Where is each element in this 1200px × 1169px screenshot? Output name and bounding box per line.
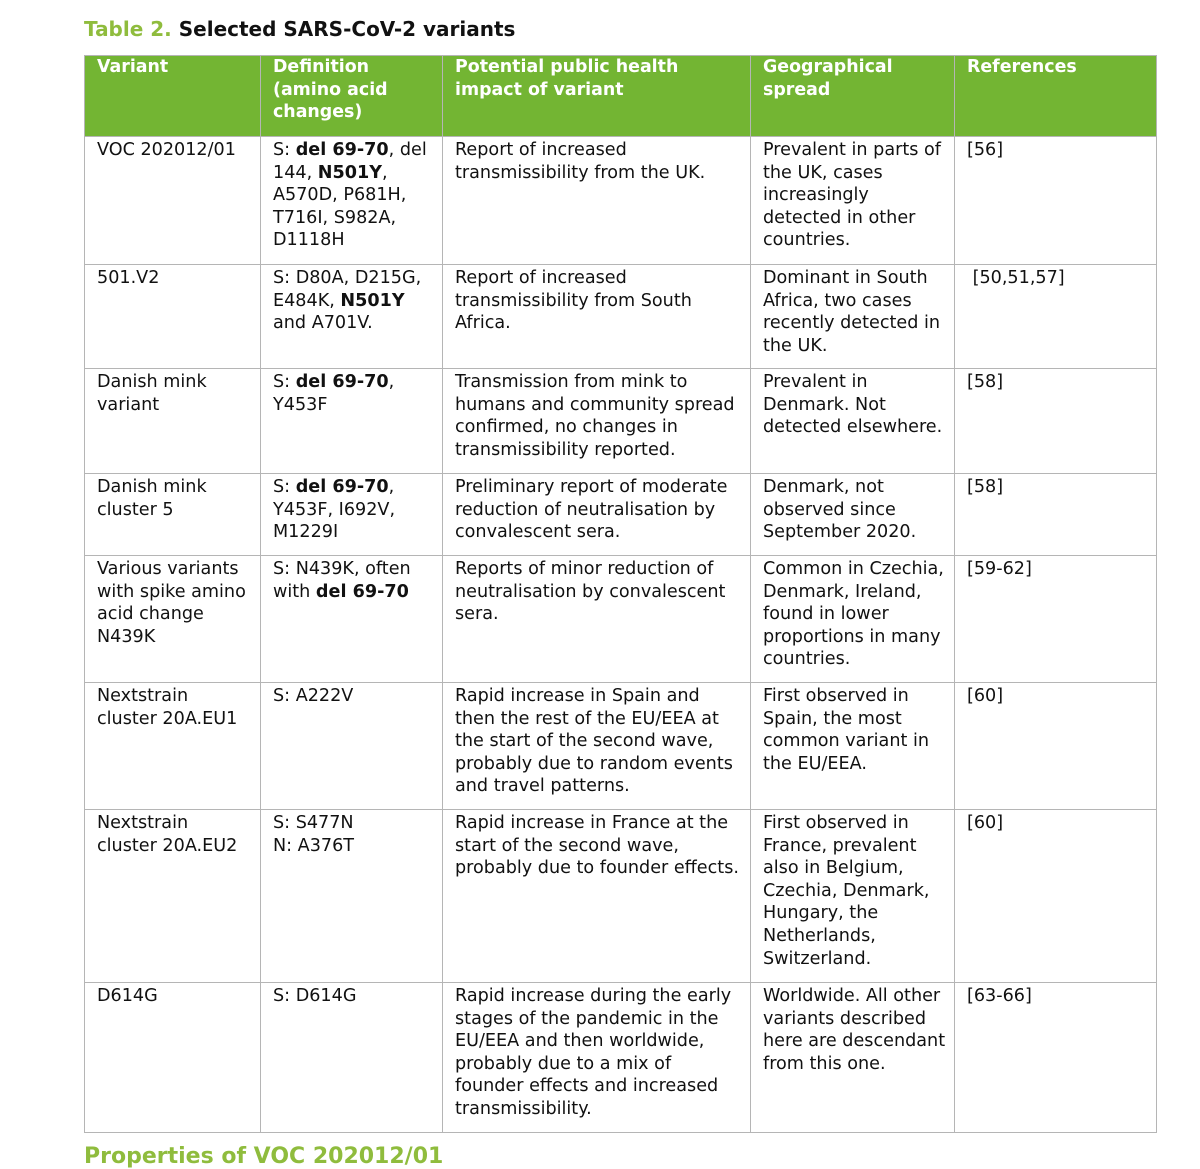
cell-definition — [261, 474, 443, 556]
cell-geographical-spread: Prevalent in parts of the UK, cases increasingly detected in other countries. — [751, 137, 955, 265]
cell-references: [59-62] — [955, 556, 1157, 683]
cell-references: [58] — [955, 369, 1157, 474]
table-row — [85, 983, 1157, 1133]
cell-impact: Report of increased transmissibility from the UK. — [443, 137, 751, 265]
cell-impact: Rapid increase during the early stages of the pandemic in the EU/EEA and then worldwide, probably due to a mix of founder effects and increased transmissibility. — [443, 983, 751, 1133]
definition-text: , del 144, — [273, 140, 427, 183]
definition-text: and A701V. — [273, 313, 373, 334]
table-caption — [84, 15, 515, 43]
definition-text: S: D614G — [273, 986, 357, 1006]
cell-impact: Reports of minor reduction of neutralisation by convalescent sera. — [443, 556, 751, 683]
cell-variant: Nextstrain cluster 20A.EU1 — [85, 683, 261, 810]
cell-definition — [261, 810, 443, 983]
definition-mutation-bold: del 69-70 — [295, 477, 389, 497]
definition-text: S: — [273, 477, 296, 497]
header-impact: Potential public health impact of variant — [443, 56, 751, 137]
table-row — [85, 369, 1157, 474]
cell-impact: Report of increased transmissibility from South Africa. — [443, 265, 751, 369]
header-geographical-spread: Geographical spread — [751, 56, 955, 137]
table-row — [85, 137, 1157, 265]
cell-variant: Danish mink cluster 5 — [85, 474, 261, 556]
cell-geographical-spread: Worldwide. All other variants described here are descendant from this one. — [751, 983, 955, 1133]
header-definition: Definition (amino acid changes) — [261, 56, 443, 137]
cell-impact: Transmission from mink to humans and community spread confirmed, no changes in transmissibility reported. — [443, 369, 751, 474]
variants-table — [84, 55, 1157, 1133]
table-row — [85, 810, 1157, 983]
table-body — [85, 137, 1157, 1133]
header-references: References — [955, 56, 1157, 137]
definition-text: S: D80A, D215G, E484K, — [273, 268, 422, 311]
table-row — [85, 683, 1157, 810]
cell-variant: 501.V2 — [85, 265, 261, 369]
cell-geographical-spread: First observed in Spain, the most common variant in the EU/EEA. — [751, 683, 955, 810]
cell-references: [58] — [955, 474, 1157, 556]
definition-text: , A570D, P681H, T716I, S982A, D1118H — [273, 162, 407, 251]
definition-text: , Y453F — [273, 372, 395, 415]
cell-references: [60] — [955, 810, 1157, 983]
definition-text: S: — [273, 372, 296, 392]
table-header-row — [85, 56, 1157, 137]
definition-text: N: A376T — [273, 835, 355, 856]
table-caption-label: Table 2. — [84, 17, 172, 41]
cell-geographical-spread: Common in Czechia, Denmark, Ireland, found in lower proportions in many countries. — [751, 556, 955, 683]
table-row — [85, 265, 1157, 369]
cell-variant: VOC 202012/01 — [85, 137, 261, 265]
cell-definition — [261, 137, 443, 265]
cell-geographical-spread: Denmark, not observed since September 2020. — [751, 474, 955, 556]
cell-references: [63-66] — [955, 983, 1157, 1133]
cell-geographical-spread: Prevalent in Denmark. Not detected elsewhere. — [751, 369, 955, 474]
cell-geographical-spread: First observed in France, prevalent also in Belgium, Czechia, Denmark, Hungary, the Netherlands, Switzerland. — [751, 810, 955, 983]
table-row — [85, 556, 1157, 683]
definition-mutation-bold: N501Y — [317, 162, 382, 183]
cell-variant: Various variants with spike amino acid change N439K — [85, 556, 261, 683]
definition-text: , Y453F, I692V, M1229I — [273, 477, 396, 543]
cell-definition — [261, 683, 443, 810]
definition-text: S: A222V — [273, 686, 354, 706]
definition-mutation-bold: del 69-70 — [295, 372, 389, 392]
cell-impact: Rapid increase in Spain and then the rest of the EU/EEA at the start of the second wave, probably due to random events and travel patterns. — [443, 683, 751, 810]
definition-mutation-bold: del 69-70 — [315, 581, 409, 602]
definition-text: S: — [273, 140, 296, 160]
table-caption-title: Selected SARS-CoV-2 variants — [178, 17, 516, 41]
next-section-heading: Properties of VOC 202012/01 — [84, 1144, 444, 1169]
cell-references: [50,51,57] — [955, 265, 1157, 369]
table-row — [85, 474, 1157, 556]
definition-text: S: N439K, often with — [273, 559, 411, 602]
cell-variant: Nextstrain cluster 20A.EU2 — [85, 810, 261, 983]
cell-variant: D614G — [85, 983, 261, 1133]
cell-references: [56] — [955, 137, 1157, 265]
cell-definition — [261, 983, 443, 1133]
cell-impact: Preliminary report of moderate reduction of neutralisation by convalescent sera. — [443, 474, 751, 556]
definition-text: S: S477N — [273, 813, 354, 833]
cell-impact: Rapid increase in France at the start of the second wave, probably due to founder effects. — [443, 810, 751, 983]
header-variant: Variant — [85, 56, 261, 137]
cell-definition — [261, 265, 443, 369]
cell-geographical-spread: Dominant in South Africa, two cases recently detected in the UK. — [751, 265, 955, 369]
definition-mutation-bold: N501Y — [340, 290, 405, 311]
cell-definition — [261, 369, 443, 474]
cell-definition — [261, 556, 443, 683]
cell-variant: Danish mink variant — [85, 369, 261, 474]
cell-references: [60] — [955, 683, 1157, 810]
definition-mutation-bold: del 69-70 — [295, 140, 389, 160]
